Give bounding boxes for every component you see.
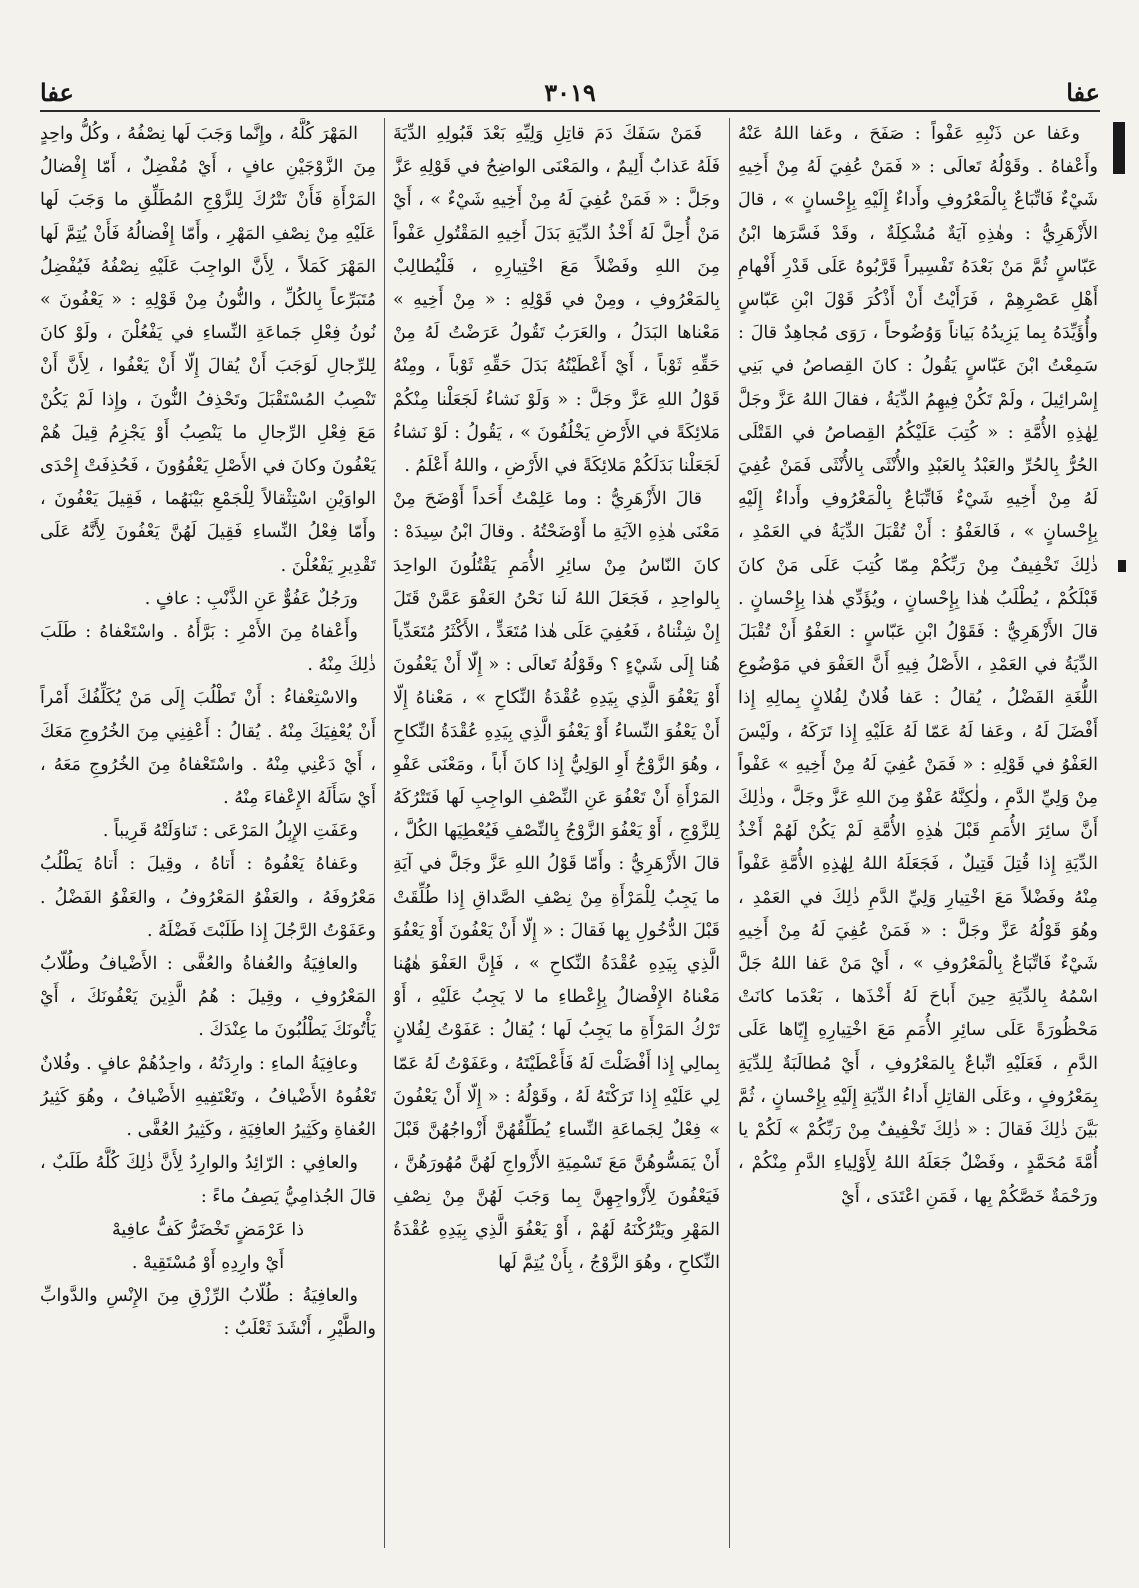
paragraph: قالَ الأَزْهَرِيُّ : وما عَلِمْتُ أَحَداً أَوْضَحَ مِنْ مَعْنَى هٰذِهِ الآيَةِ ما أَوْضَحْتُهُ . وقالَ ابْنُ سِيدَهْ : كانَ النّاسُ مِنْ سائِرِ الأُمَمِ يَقْتُلُونَ الواحِدَ بِالواحِدِ ، فَجَعَلَ اللهُ لَنا نَحْنُ العَفْوَ عَمَّنْ قَتَلَ إِنْ شِئْناهُ ، فَعُفِيَ عَلَى هٰذا مُتَعَدٍّ ، الأَكْثَرُ مُتَعَدِّياً هُنا إِلَى شَيْءٍ ؟ وقَوْلُهُ تَعالَى : « إِلّا أَنْ يَعْفُونَ أَوْ يَعْفُوَ الَّذِي بِيَدِهِ عُقْدَةُ النِّكاحِ » ، مَعْناهُ إِلّا أَنْ يَعْفُوَ النِّساءُ أَوْ يَعْفُوَ الَّذِي بِيَدِهِ عُقْدَةُ النِّكاحِ ، وهُوَ الزَّوْجُ أَوِ الوَلِيُّ إِذا كانَ أَباً ، ومَعْنَى عَفْوِ المَرْأَةِ أَنْ تَعْفُوَ عَنِ النِّصْفِ الواجِبِ لَها فَتَتْرُكَهُ لِلزَّوْجِ ، أَوْ يَعْفُوَ الزَّوْجُ بِالنِّصْفِ فَيُعْطِيَها الكُلَّ ، قالَ الأَزْهَرِيُّ : وأَمّا قَوْلُ اللهِ عَزَّ وجَلَّ في آيَةِ ما يَجِبُ لِلْمَرْأَةِ مِنْ نِصْفِ الصَّداقِ إِذا طُلِّقَتْ قَبْلَ الدُّخُولِ بِها فَقالَ : « إِلّا أَنْ يَعْفُونَ أَوْ يَعْفُوَ الَّذِي بِيَدِهِ عُقْدَةُ النِّكاحِ » ، فَإِنَّ العَفْوَ هٰهُنا مَعْناهُ الإِفْضالُ بِإِعْطاءِ ما لا يَجِبُ عَلَيْهِ ، أَوْ تَرْكُ المَرْأَةِ ما يَجِبُ لَها ؛ يُقالُ : عَفَوْتُ لِفُلانٍ بِمالِي إِذا أَفْضَلْتَ لَهُ فَأَعْطَيْتَهُ ، وعَفَوْتُ لَهُ عَمّا لِي عَلَيْهِ إِذا تَرَكْتَهُ لَهُ ، وقَوْلُهُ : « إِلّا أَنْ يَعْفُونَ » فِعْلٌ لِجَماعَةِ النِّساءِ يُطَلِّقُهُنَّ أَزْواجُهُنَّ قَبْلَ أَنْ يَمَسُّوهُنَّ مَعَ تَسْمِيَةِ الأَزْواجِ لَهُنَّ مُهُورَهُنَّ ، فَيَعْفُونَ لِأَزْواجِهِنَّ بِما وَجَبَ لَهُنَّ مِنْ نِصْفِ المَهْرِ ويَتْرُكْنَهُ لَهُمْ ، أَوْ يَعْفُوَ الَّذِي بِيَدِهِ عُقْدَةُ النِّكاحِ ، وهُوَ الزَّوْجُ ، بِأَنْ يُتِمَّ لَها	[393, 489, 720, 1273]
paragraph: فَمَنْ سَفَكَ دَمَ قاتِلِ وَلِيِّهِ بَعْدَ قَبُولِهِ الدِّيَةَ فَلَهُ عَذابٌ أَلِيمٌ ، والمَعْنَى الواضِحُ في قَوْلِهِ عَزَّ وجَلَّ : « فَمَنْ عُفِيَ لَهُ مِنْ أَخِيهِ شَيْءٌ » ، أَيْ مَنْ أُحِلَّ لَهُ أَخْذُ الدِّيَةِ بَدَلَ أَخِيهِ المَقْتُولِ عَفْواً مِنَ اللهِ وفَضْلاً مَعَ اخْتِيارِهِ ، فَلْيُطالِبْ بِالمَعْرُوفِ ، ومِنْ في قَوْلِهِ : « مِنْ أَخِيهِ » مَعْناها البَدَلُ ، والعَرَبُ تَقُولُ عَرَضْتُ لَهُ مِنْ حَقِّهِ ثَوْباً ، أَيْ أَعْطَيْتُهُ بَدَلَ حَقِّهِ ثَوْباً ، ومِنْهُ قَوْلُ اللهِ عَزَّ وجَلَّ : « وَلَوْ نَشاءُ لَجَعَلْنا مِنْكُمْ مَلائِكَةً في الأَرْضِ يَخْلُفُونَ » ، يَقُولُ : لَوْ نَشاءُ لَجَعَلْنا بَدَلَكُمْ مَلائِكَةً في الأَرْضِ ، واللهُ أَعْلَمُ .	[393, 124, 720, 477]
page-number: ٣٠١٩	[544, 78, 596, 107]
header-left-word: عفا	[40, 78, 74, 107]
paragraph: وعَفاهُ يَعْفُوهُ : أَتاهُ ، وقِيلَ : أَتاهُ يَطْلُبُ مَعْرُوفَهُ ، والعَفْوُ المَعْرُوفُ ، والعَفْوُ الفَضْلُ . وعَفَوْتُ الرَّجُلَ إِذا طَلَبْتَ فَضْلَهُ .	[40, 854, 376, 941]
header-rule	[40, 110, 1100, 112]
paragraph: المَهْرَ كُلَّهُ ، وإِنَّما وَجَبَ لَها نِصْفُهُ ، وكُلُّ واحِدٍ مِنَ الزَّوْجَيْنِ عافٍ ، أَيْ مُفْضِلٌ ، أَمّا إِفْضالُ المَرْأَةِ فَأَنْ تَتْرُكَ لِلزَّوْجِ المُطَلِّقِ ما وَجَبَ لَها عَلَيْهِ مِنْ نِصْفِ المَهْرِ ، وأَمّا إِفْضالُهُ فَأَنْ يُتِمَّ لَها المَهْرَ كَمَلاً ، لِأَنَّ الواجِبَ عَلَيْهِ نِصْفُهُ فَيُفْضِلُ مُتَبَرِّعاً بِالكُلِّ ، والنُّونُ مِنْ قَوْلِهِ : « يَعْفُونَ » نُونُ فِعْلِ جَماعَةِ النِّساءِ في يَفْعُلْنَ ، ولَوْ كانَ لِلرِّجالِ لَوَجَبَ أَنْ يُقالَ إِلّا أَنْ يَعْفُوا ، لِأَنَّ أَنْ تَنْصِبُ المُسْتَقْبَلَ وتَحْذِفُ النُّونَ ، وإِذا لَمْ يَكُنْ مَعَ فِعْلِ الرِّجالِ ما يَنْصِبُ أَوْ يَجْزِمُ قِيلَ هُمْ يَعْفُونَ وكانَ في الأَصْلِ يَعْفُوُونَ ، فَحُذِفَتْ إِحْدَى الواوَيْنِ اسْتِثْقالاً لِلْجَمْعِ بَيْنَهُما ، فَقِيلَ يَعْفُونَ ، وأَمّا فِعْلُ النِّساءِ فَقِيلَ لَهُنَّ يَعْفُونَ لِأَنَّهُ عَلَى تَقْدِيرِ يَفْعُلْنَ .	[40, 124, 376, 576]
paragraph: والعافِيَةُ : طُلّابُ الرِّزْقِ مِنَ الإِنْسِ والدَّوابِّ والطَّيْرِ ، أَنْشَدَ ثَعْلَبٌ :	[40, 1286, 376, 1340]
paragraph: والعافِيَةُ والعُفاةُ والعُفَّى : الأَضْيافُ وطُلّابُ المَعْرُوفِ ، وقِيلَ : هُمُ الَّذِينَ يَعْفُونَكَ ، أَيْ يَأْتُونَكَ يَطْلُبُونَ ما عِنْدَكَ .	[40, 954, 376, 1041]
paragraph: وأَعْفاهُ مِنَ الأَمْرِ : بَرَّأَهُ . واسْتَعْفاهُ : طَلَبَ ذٰلِكَ مِنْهُ .	[40, 622, 376, 676]
column-right	[738, 118, 1098, 1548]
paragraph: وعَفَتِ الإِبِلُ المَرْعَى : تَناوَلَتْهُ قَرِيباً .	[102, 821, 358, 842]
paragraph: وعافِيَةُ الماءِ : وارِدَتُهُ ، واحِدُهُمْ عافٍ . وفُلانٌ تَعْفُوهُ الأَضْيافُ ، وتَعْتَفِيهِ الأَضْيافُ ، وهُوَ كَثِيرُ العُفاةِ وكَثِيرُ العافِيَةِ ، وكَثِيرُ العُفَّى .	[40, 1053, 376, 1141]
running-header	[40, 78, 1100, 108]
header-right-word: عفا	[1066, 78, 1100, 107]
paragraph: ورَجُلٌ عَفُوٌّ عَنِ الذَّنْبِ : عافٍ .	[144, 588, 358, 609]
margin-mark	[1113, 122, 1125, 174]
paragraph: والعافِي : الرّائِدُ والوارِدُ لِأَنَّ ذٰلِكَ كُلَّهُ طَلَبٌ ، قالَ الجُذامِيُّ يَصِفُ ماءً :	[40, 1153, 376, 1207]
column-left	[40, 118, 376, 1548]
column-middle	[393, 118, 720, 1548]
paragraph: وعَفا عن ذَنْبِهِ عَفْواً : صَفَحَ ، وعَفا اللهُ عَنْهُ وأَعْفاهُ . وقَوْلُهُ تَعالَى : « فَمَنْ عُفِيَ لَهُ مِنْ أَخِيهِ شَيْءٌ فَاتِّبَاعٌ بِالْمَعْرُوفِ وأَداءٌ إِلَيْهِ بِإِحْسانٍ » ، قالَ الأَزْهَرِيُّ : وهٰذِهِ آيَةٌ مُشْكِلَةٌ ، وقَدْ فَسَّرَها ابْنُ عَبّاسٍ ثُمَّ مَنْ بَعْدَهُ تَفْسِيراً قَرَّبُوهُ عَلَى قَدْرِ أَفْهامِ أَهْلِ عَصْرِهِمْ ، فَرَأَيْتُ أَنْ أَذْكُرَ قَوْلَ ابْنِ عَبّاسٍ وأُؤَيِّدَهُ بِما يَزِيدُهُ بَياناً وَوُضُوحاً ، رَوَى مُجاهِدٌ قالَ : سَمِعْتُ ابْنَ عَبّاسٍ يَقُولُ : كانَ القِصاصُ في بَنِي إِسْرائِيلَ ، ولَمْ تَكُنْ فِيهِمُ الدِّيَةُ ، فقالَ اللهُ عَزَّ وجَلَّ لِهٰذِهِ الأُمَّةِ : « كُتِبَ عَلَيْكُمُ القِصاصُ في القَتْلَى الحُرُّ بِالحُرِّ والعَبْدُ بِالعَبْدِ والأُنْثَى بِالأُنْثَى فَمَنْ عُفِيَ لَهُ مِنْ أَخِيهِ شَيْءٌ فَاتِّبَاعٌ بِالْمَعْرُوفِ وأَداءٌ إِلَيْهِ بِإِحْسانٍ » ، فَالعَفْوُ : أَنْ تُقْبَلَ الدِّيَةُ في العَمْدِ ، ذٰلِكَ تَخْفِيفٌ مِنْ رَبِّكُمْ مِمّا كُتِبَ عَلَى مَنْ كانَ قَبْلَكُمْ ، يُطْلَبُ هٰذا بِإِحْسانٍ ، ويُؤَدِّي هٰذا بِإِحْسانٍ . قالَ الأَزْهَرِيُّ : فَقَوْلُ ابْنِ عَبّاسٍ : العَفْوُ أَنْ تُقْبَلَ الدِّيَةُ في العَمْدِ ، الأَصْلُ فِيهِ أَنَّ العَفْوَ في مَوْضُوعِ اللُّغَةِ الفَضْلُ ، يُقالُ : عَفا فُلانٌ لِفُلانٍ بِمالِهِ إِذا أَفْضَلَ لَهُ ، وعَفا لَهُ عَمّا لَهُ عَلَيْهِ إِذا تَرَكَهُ ، ولَيْسَ العَفْوُ في قَوْلِهِ : « فَمَنْ عُفِيَ لَهُ مِنْ أَخِيهِ » عَفْواً مِنْ وَلِيِّ الدَّمِ ، ولٰكِنَّهُ عَفْوٌ مِنَ اللهِ عَزَّ وجَلَّ ، وذٰلِكَ أَنَّ سائِرَ الأُمَمِ قَبْلَ هٰذِهِ الأُمَّةِ لَمْ يَكُنْ لَهُمْ أَخْذُ الدِّيَةِ إِذا قُتِلَ قَتِيلٌ ، فَجَعَلَهُ اللهُ لِهٰذِهِ الأُمَّةِ عَفْواً مِنْهُ وفَضْلاً مَعَ اخْتِيارِ وَلِيِّ الدَّمِ ذٰلِكَ في العَمْدِ ، وهُوَ قَوْلُهُ عَزَّ وجَلَّ : « فَمَنْ عُفِيَ لَهُ مِنْ أَخِيهِ شَيْءٌ فَاتِّبَاعٌ بِالْمَعْرُوفِ » ، أَيْ مَنْ عَفا اللهُ جَلَّ اسْمُهُ بِالدِّيَةِ حِينَ أَباحَ لَهُ أَخْذَها ، بَعْدَما كانَتْ مَحْظُورَةً عَلَى سائِرِ الأُمَمِ مَعَ اخْتِيارِهِ إِيّاها عَلَى الدَّمِ ، فَعَلَيْهِ اتِّباعٌ بِالمَعْرُوفِ ، أَيْ مُطالَبَةٌ لِلدِّيَةِ بِمَعْرُوفٍ ، وعَلَى القاتِلِ أَداءُ الدِّيَةِ إِلَيْهِ بِإِحْسانٍ ، ثُمَّ بَيَّنَ ذٰلِكَ فَقالَ : « ذٰلِكَ تَخْفِيفٌ مِنْ رَبِّكُمْ » لَكُمْ يا أُمَّةَ مُحَمَّدٍ ، وفَضْلٌ جَعَلَهُ اللهُ لِأَوْلِياءِ الدَّمِ مِنْكُمْ ، ورَحْمَةٌ خَصَّكُمْ بِها ، فَمَنِ اعْتَدَى ، أَيْ	[738, 124, 1098, 1207]
paragraph: والاسْتِعْفاءُ : أَنْ تَطْلُبَ إِلَى مَنْ يُكَلِّفُكَ أَمْراً أَنْ يُعْفِيَكَ مِنْهُ . يُقالُ : أَعْفِنِي مِنَ الخُرُوجِ مَعَكَ ، أَيْ دَعْنِي مِنْهُ . واسْتَعْفاهُ مِنَ الخُرُوجِ مَعَهُ ، أَيْ سَأَلَهُ الإِعْفاءَ مِنْهُ .	[40, 688, 376, 809]
verse-line: أَيْ وارِدِهِ أَوْ مُسْتَقِيهْ .	[131, 1252, 285, 1273]
column-divider	[729, 118, 730, 1548]
verse-line: ذا عَرْمَضٍ تَخْضَرُّ كَفُّ عافِيهْ	[111, 1219, 305, 1240]
margin-mark	[1118, 560, 1126, 572]
column-divider	[384, 118, 385, 1548]
